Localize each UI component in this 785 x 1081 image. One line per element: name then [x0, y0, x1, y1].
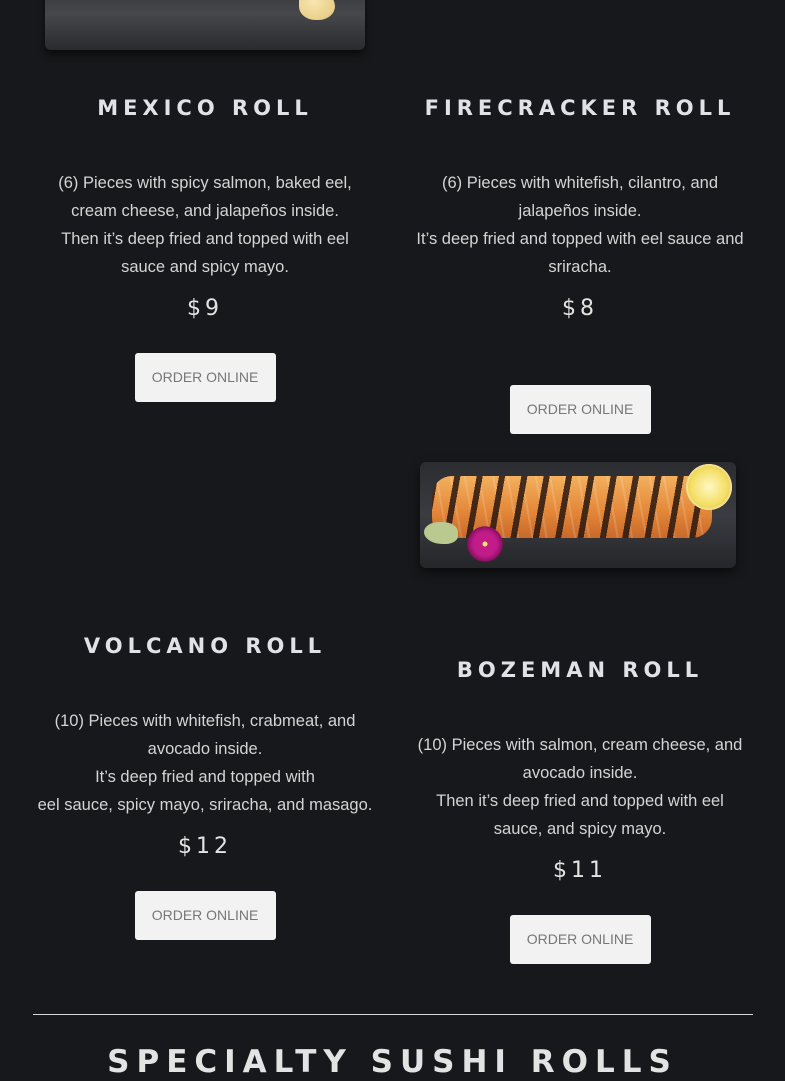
description-line: (10) Pieces with whitefish, crabmeat, and: [54, 712, 356, 730]
description-line: (6) Pieces with spicy salmon, baked eel,: [58, 174, 352, 192]
menu-item-bozeman-roll: [395, 658, 765, 964]
description-line: jalapeños inside.: [518, 202, 642, 220]
item-price: $11: [553, 858, 607, 883]
item-price: $8: [562, 296, 598, 321]
item-title: VOLCANO ROLL: [83, 634, 327, 658]
description-line: sauce, and spicy mayo.: [493, 820, 667, 838]
description-line: avocado inside.: [522, 764, 638, 782]
menu-item-volcano-roll: [20, 634, 390, 940]
lemon-slice-graphic: [686, 464, 732, 510]
orchid-flower-graphic: [464, 524, 506, 564]
description-line: sriracha.: [548, 258, 612, 276]
item-description: [20, 169, 390, 281]
section-heading: SPECIALTY SUSHI ROLLS: [107, 1044, 678, 1080]
description-line: Then it’s deep fried and topped with eel: [61, 230, 349, 248]
description-line: It’s deep fried and topped with eel sauce and: [416, 230, 744, 248]
description-line: avocado inside.: [147, 740, 263, 758]
description-line: cream cheese, and jalapeños inside.: [71, 202, 339, 220]
description-line: (10) Pieces with salmon, cream cheese, and: [417, 736, 743, 754]
garnish-graphic: [424, 522, 458, 544]
item-price: $12: [178, 834, 232, 859]
item-description: [395, 731, 765, 843]
menu-item-mexico-roll: [20, 96, 390, 402]
sushi-plate-image: [45, 0, 365, 50]
item-title: BOZEMAN ROLL: [456, 658, 704, 682]
order-online-button[interactable]: ORDER ONLINE: [135, 353, 276, 402]
description-line: (6) Pieces with whitefish, cilantro, and: [441, 174, 719, 192]
bozeman-roll-image: [420, 462, 736, 568]
item-description: [20, 707, 390, 819]
menu-item-firecracker-roll: [395, 96, 765, 434]
description-line: eel sauce, spicy mayo, sriracha, and masago.: [37, 796, 373, 814]
item-title: FIRECRACKER ROLL: [424, 96, 736, 120]
item-description: [395, 169, 765, 281]
description-line: Then it’s deep fried and topped with eel: [436, 792, 724, 810]
description-line: It’s deep fried and topped with: [95, 768, 315, 786]
order-online-button[interactable]: ORDER ONLINE: [135, 891, 276, 940]
order-online-button[interactable]: ORDER ONLINE: [510, 915, 651, 964]
section-divider: [33, 1014, 753, 1015]
item-title: MEXICO ROLL: [97, 96, 313, 120]
description-line: sauce and spicy mayo.: [121, 258, 289, 276]
item-price: $9: [187, 296, 223, 321]
order-online-button[interactable]: ORDER ONLINE: [510, 385, 651, 434]
pickled-ginger-graphic: [299, 0, 335, 20]
